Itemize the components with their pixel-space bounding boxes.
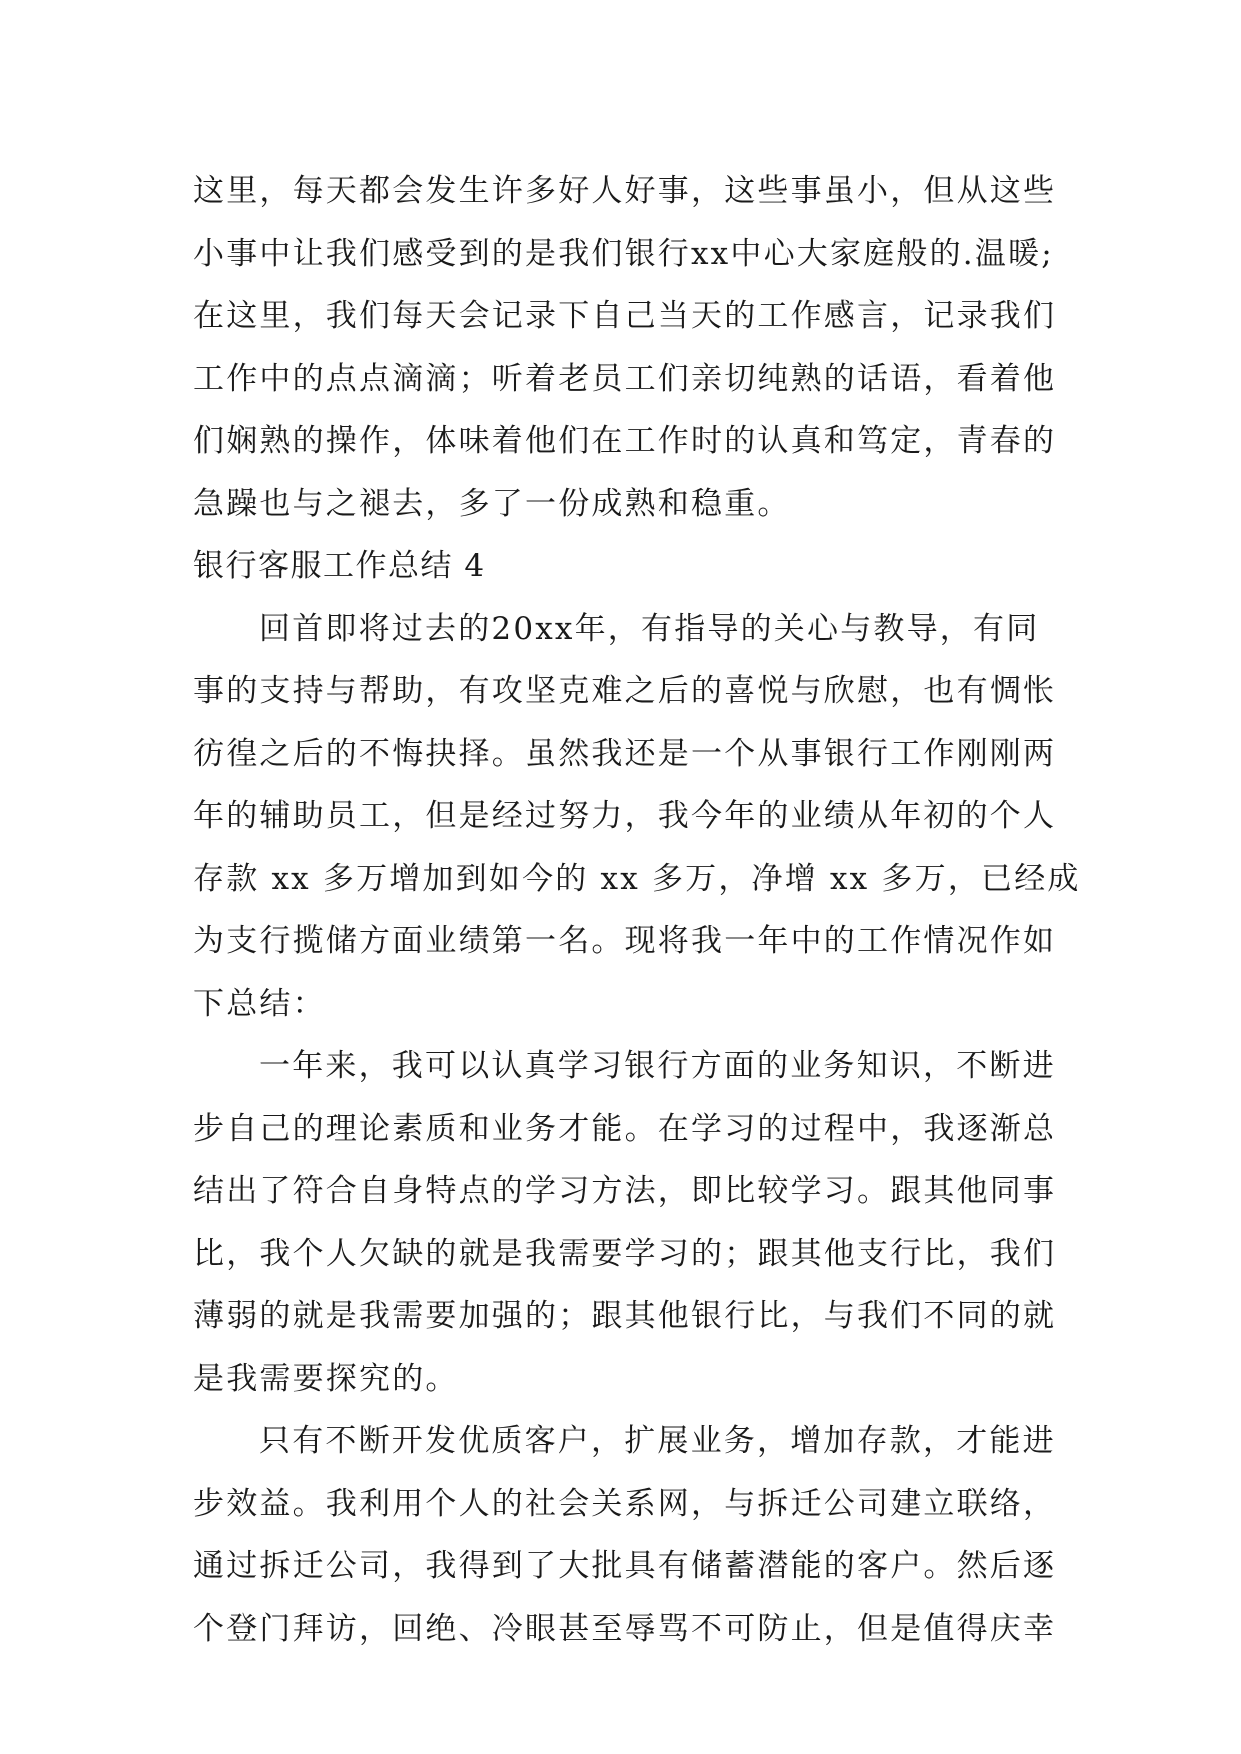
text-line: 通过拆迁公司，我得到了大批具有储蓄潜能的客户。然后逐 bbox=[193, 1548, 1057, 1584]
text-line: 一年来，我可以认真学习银行方面的业务知识，不断进 bbox=[259, 1048, 1056, 1084]
text-line: 结出了符合自身特点的学习方法，即比较学习。跟其他同事 bbox=[193, 1173, 1057, 1209]
text-line: 步自己的理论素质和业务才能。在学习的过程中，我逐渐总 bbox=[193, 1110, 1057, 1147]
text-line: 回首即将过去的20xx年，有指导的关心与教导，有同 bbox=[259, 610, 1040, 647]
text-line: 们娴熟的操作，体味着他们在工作时的认真和笃定，青春的 bbox=[193, 423, 1057, 459]
text-line: 这里，每天都会发生许多好人好事，这些事虽小，但从这些 bbox=[193, 173, 1057, 209]
text-line: 工作中的点点滴滴；听着老员工们亲切纯熟的话语，看着他 bbox=[193, 360, 1057, 397]
text-line: 个登门拜访，回绝、冷眼甚至辱骂不可防止，但是值得庆幸 bbox=[193, 1610, 1057, 1647]
text-line: 事的支持与帮助，有攻坚克难之后的喜悦与欣慰，也有惆怅 bbox=[193, 673, 1057, 709]
section-heading: 银行客服工作总结 4 bbox=[193, 548, 486, 584]
text-line: 为支行揽储方面业绩第一名。现将我一年中的工作情况作如 bbox=[193, 923, 1057, 959]
text-line: 小事中让我们感受到的是我们银行xx中心大家庭般的.温暖; bbox=[193, 235, 1054, 272]
text-line: 比，我个人欠缺的就是我需要学习的；跟其他支行比，我们 bbox=[193, 1235, 1057, 1272]
text-line: 在这里，我们每天会记录下自己当天的工作感言，记录我们 bbox=[193, 298, 1057, 334]
text-line: 存款 xx 多万增加到如今的 xx 多万，净增 xx 多万，已经成 bbox=[193, 860, 1081, 897]
text-line: 是我需要探究的。 bbox=[193, 1360, 459, 1397]
text-line: 只有不断开发优质客户，扩展业务，增加存款，才能进 bbox=[259, 1423, 1056, 1459]
document-body bbox=[193, 160, 1081, 1660]
text-line: 彷徨之后的不悔抉择。虽然我还是一个从事银行工作刚刚两 bbox=[193, 735, 1057, 772]
text-line: 急躁也与之褪去，多了一份成熟和稳重。 bbox=[193, 485, 791, 522]
text-line: 薄弱的就是我需要加强的；跟其他银行比，与我们不同的就 bbox=[193, 1298, 1057, 1334]
text-line: 年的辅助员工，但是经过努力，我今年的业绩从年初的个人 bbox=[193, 798, 1057, 834]
text-line: 下总结： bbox=[193, 985, 326, 1022]
text-line: 步效益。我利用个人的社会关系网，与拆迁公司建立联络， bbox=[193, 1485, 1057, 1522]
